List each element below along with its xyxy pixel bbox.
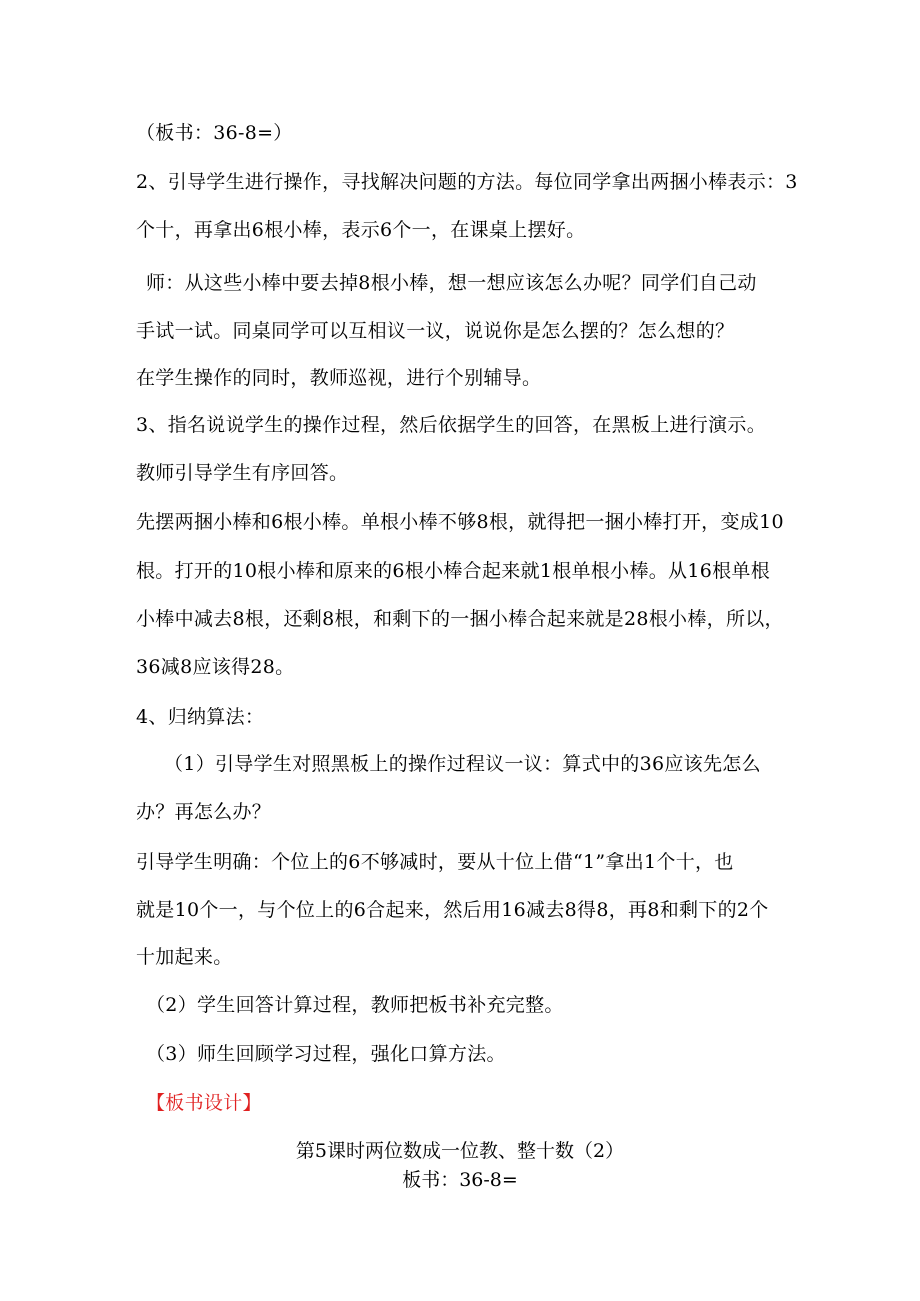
step-2-line-2: 个十，再拿出6根小棒，表示6个一，在课桌上摆好。 xyxy=(136,219,586,241)
demo-line-1: 先摆两捆小棒和6根小棒。单根小棒不够8根，就得把一捆小棒打开，变成10 xyxy=(136,511,784,533)
demo-line-4: 36减8应该得28。 xyxy=(136,656,295,678)
board-title: 第5课时两位数成一位教、整十数（2） xyxy=(295,1140,625,1162)
demo-line-2: 根。打开的10根小棒和原来的6根小棒合起来就1根单根小棒。从16根单根 xyxy=(136,560,771,582)
demo-line-3: 小棒中减去8根，还剩8根，和剩下的一捆小棒合起来就是28根小棒，所以， xyxy=(136,608,784,630)
teacher-line-3: 在学生操作的同时，教师巡视，进行个别辅导。 xyxy=(136,367,542,389)
teacher-line-2: 手试一试。同桌同学可以互相议一议，说说你是怎么摆的？怎么想的？ xyxy=(136,320,735,342)
step-2-line-1: 2、引导学生进行操作，寻找解决问题的方法。每位同学拿出两捆小棒表示：3 xyxy=(136,171,798,193)
board-note: （板书：36-8=） xyxy=(136,122,293,144)
teacher-line-1: 师：从这些小棒中要去掉8根小棒，想一想应该怎么办呢？同学们自己动 xyxy=(146,272,757,294)
guide-line-1: 引导学生明确：个位上的6不够减时，要从十位上借“1”拿出1个十，也 xyxy=(136,851,734,873)
sub-3-line: （3）师生回顾学习过程，强化口算方法。 xyxy=(146,1043,506,1065)
guide-line-2: 就是10个一，与个位上的6合起来，然后用16减去8得8，再8和剩下的2个 xyxy=(136,899,769,921)
step-3-line-1: 3、指名说说学生的操作过程，然后依据学生的回答，在黑板上进行演示。 xyxy=(136,414,766,436)
step-4-heading: 4、归纳算法： xyxy=(136,706,265,728)
guide-line-3: 十加起来。 xyxy=(136,946,233,968)
sub-2-line: （2）学生回答计算过程，教师把板书补充完整。 xyxy=(146,994,564,1016)
board-design-heading: 【板书设计】 xyxy=(146,1092,262,1114)
sub-1-line-2: 办？再怎么办？ xyxy=(136,801,272,823)
board-formula: 板书：36-8= xyxy=(402,1169,518,1191)
sub-1-line-1: （1）引导学生对照黑板上的操作过程议一议：算式中的36应该先怎么 xyxy=(164,753,761,775)
step-3-line-2: 教师引导学生有序回答。 xyxy=(136,462,349,484)
